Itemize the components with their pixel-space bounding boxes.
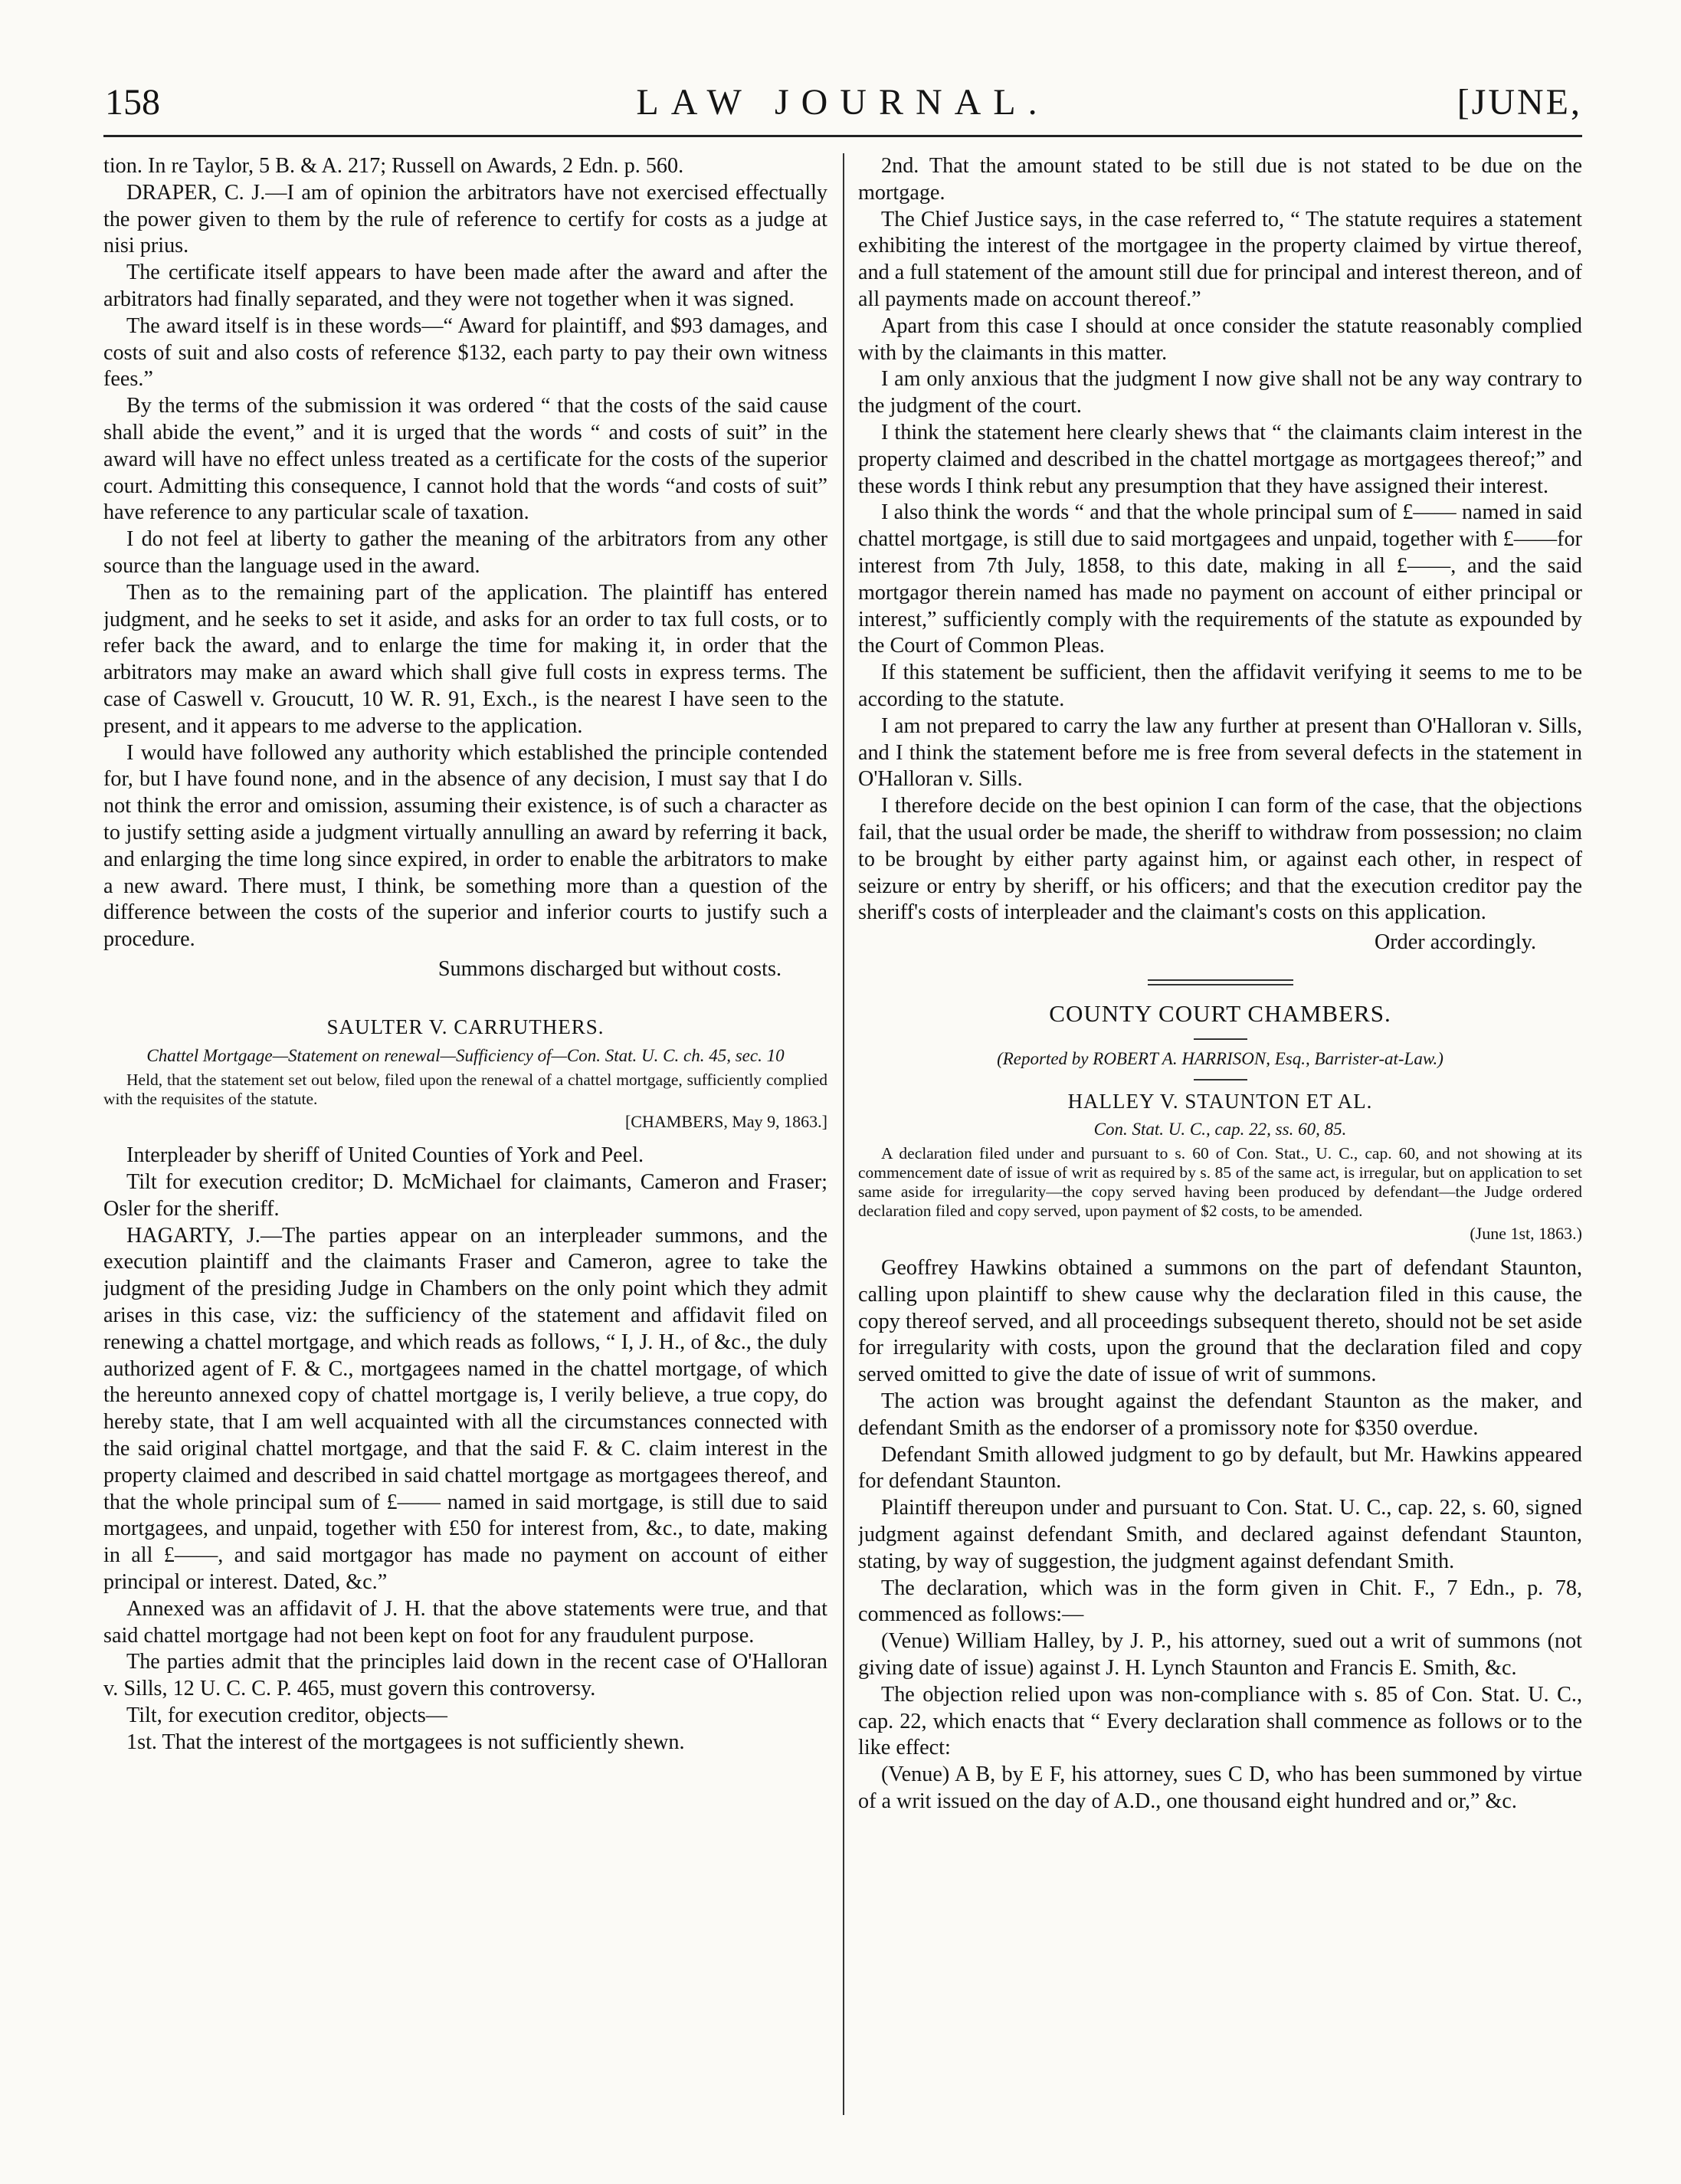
paragraph: I would have followed any authority which established the principle contended for, but I have found none, and in the absence of any decision, I must say that I do not think the error and omission, assuming their existence, is of such a character as to justify setting aside a judgment virtually annulling an award by referring it back, and enlarging the time long since expired, in order to enable the arbitrators to make a new award. There must, I think, be something more than a question of the difference between the costs of the superior and inferior courts to justify such a procedure. <box>103 740 827 952</box>
page-header <box>103 74 1582 136</box>
paragraph: Tilt, for execution creditor, objects— <box>126 1704 447 1728</box>
paragraph: The certificate itself appears to have been made after the award and after the arbitrators had finally separated, and they were not together when it was signed. <box>103 261 827 311</box>
paragraph: (Venue) William Halley, by J. P., his attorney, sued out a writ of summons (not giving date of issue) against J. H. Lynch Staunton and Francis E. Smith, &c. <box>858 1629 1582 1681</box>
paragraph: I therefore decide on the best opinion I can form of the case, that the objections fail, that the usual order be made, the sheriff to withdraw from possession; no claim to be brought by either party against him, or against each other, in respect of seizure or entry by sheriff, or his officers; and that the execution creditor pay the sheriff's costs of interpleader and the claimant's costs on this application. <box>858 794 1582 925</box>
ruling-line: Order accordingly. <box>1374 930 1536 955</box>
headnote: A declaration filed under and pursuant to s. 60 of Con. Stat., U. C., cap. 60, and not showing at its commencement date of issue of writ as required by s. 85 of the same act, is irregular, but on application to set same aside for irregularity—the copy served having been produced by defendant—the Judge ordered declaration filed and copy served, upon payment of $2 costs, to be amended. <box>858 1144 1582 1221</box>
paragraph: (Venue) A B, by E F, his attorney, sues C D, who has been summoned by virtue of a writ issued on the day of A.D., one thousand eight hundred and or,” &c. <box>858 1763 1582 1814</box>
right-column <box>858 153 1582 2115</box>
text-columns <box>103 153 1582 2143</box>
paragraph: I think the statement here clearly shews that “ the claimants claim interest in the property claimed and described in the chattel mortgage as mortgagees thereof;” and these words I think rebut any presumption that they have assigned their interest. <box>858 420 1582 498</box>
case-title: SAULTER V. CARRUTHERS. <box>326 1015 605 1038</box>
page-number: 158 <box>105 82 160 123</box>
paragraph: If this statement be sufficient, then the affidavit verifying it seems to me to be according to the statute. <box>858 661 1582 711</box>
short-rule <box>1194 1038 1247 1040</box>
paragraph: DRAPER, C. J.—I am of opinion the arbitrators have not exercised effectually the power given to them by the rule of reference to certify for costs as a judge at nisi prius. <box>103 180 827 258</box>
paragraph: I am only anxious that the judgment I now give shall not be any way contrary to the judgment of the court. <box>858 367 1582 418</box>
paragraph: Then as to the remaining part of the application. The plaintiff has entered judgment, and he seeks to set it aside, and asks for an order to tax full costs, or to refer back the award, and to enlarge the time for making it, in order that the arbitrators may make an award which shall give full costs in express terms. The case of Caswell v. Groucutt, 10 W. R. 91, Exch., is the nearest I have seen to the present, and it appears to me adverse to the application. <box>103 580 827 738</box>
paragraph: Apart from this case I should at once consider the statute reasonably complied with by the claimants in this matter. <box>858 313 1582 365</box>
paragraph: Tilt for execution creditor; D. McMichael for claimants, Cameron and Fraser; Osler for the sheriff. <box>103 1170 827 1221</box>
ruling-line: Summons discharged but without costs. <box>437 956 782 981</box>
reporter-line: (Reported by ROBERT A. HARRISON, Esq., Barrister-at-Law.) <box>997 1048 1443 1068</box>
left-column <box>103 153 827 2115</box>
paragraph: 1st. That the interest of the mortgagees is not sufficiently shewn. <box>126 1730 685 1754</box>
paragraph: Defendant Smith allowed judgment to go by default, but Mr. Hawkins appeared for defendant Staunton. <box>858 1442 1582 1494</box>
short-rule <box>1194 1079 1247 1081</box>
paragraph: The parties admit that the principles laid down in the recent case of O'Halloran v. Sills, 12 U. C. C. P. 465, must govern this controversy. <box>103 1650 827 1701</box>
journal-title: LAW JOURNAL. <box>636 82 1050 123</box>
paragraph: By the terms of the submission it was ordered “ that the costs of the said cause shall abide the event,” and it is urged that the words “ and costs of suit” in the award will have no effect unless treated as a certificate for the costs of the superior court. Admitting this consequence, I cannot hold that the words “and costs of suit” have reference to any particular scale of taxation. <box>103 394 827 525</box>
paragraph: HAGARTY, J.—The parties appear on an interpleader summons, and the execution plaintiff and the claimants Fraser and Cameron, agree to take the judgment of the presiding Judge in Chambers on the only point which they admit arises in this case, viz: the sufficiency of the statement and affidavit filed on renewing a chattel mortgage, and which reads as follows, “ I, J. H., of &c., the duly authorized agent of F. & C., mortgagees named in the chattel mortgage, of which the hereunto annexed copy of chattel mortgage is, I verily believe, a true copy, do hereby state, that I am well acquainted with all the circumstances connected with the said original chattel mortgage, and that the said F. & C. claim interest in the property claimed and described in said chattel mortgage as mortgagees thereof, and that the whole principal sum of £—— named in said mortgage, is still due to said mortgagees, and unpaid, together with £50 for interest from, &c., to date, making in all £——, and said mortgagor has made no payment on account of either principal or interest. Dated, &c.” <box>103 1223 827 1595</box>
case-title: HALLEY V. STAUNTON ET AL. <box>1067 1089 1373 1113</box>
journal-page <box>103 74 1582 2143</box>
paragraph: Annexed was an affidavit of J. H. that the above statements were true, and that said chattel mortgage had not been kept on foot for any fraudulent purpose. <box>103 1596 827 1648</box>
column-divider <box>843 153 844 2115</box>
paragraph: The Chief Justice says, in the case referred to, “ The statute requires a statement exhibiting the interest of the mortgagee in the property claimed by virtue thereof, and a full statement of the amount still due for principal and interest thereon, and of all payments made on account thereof.” <box>858 207 1582 311</box>
paragraph: I also think the words “ and that the whole principal sum of £—— named in said chattel mortgage, is still due to said mortgagees and unpaid, together with £——for interest from 7th July, 1858, to this date, making in all £——, and the said mortgagor therein named has made no payment on account of either principal or interest,” sufficiently comply with the requirements of the statute as expounded by the Court of Common Pleas. <box>858 500 1582 658</box>
paragraph: Interpleader by sheriff of United Counties of York and Peel. <box>126 1143 644 1168</box>
paragraph: Plaintiff thereupon under and pursuant to Con. Stat. U. C., cap. 22, s. 60, signed judgment against defendant Smith, and declared against defendant Staunton, stating, by way of suggestion, the judgment against defendant Smith. <box>858 1496 1582 1573</box>
section-title: COUNTY COURT CHAMBERS. <box>1049 999 1391 1027</box>
paragraph: tion. In re Taylor, 5 B. & A. 217; Russell on Awards, 2 Edn. p. 560. <box>103 154 684 178</box>
case-subtitle: Chattel Mortgage—Statement on renewal—Sufficiency of—Con. Stat. U. C. ch. 45, sec. 10 <box>146 1045 785 1065</box>
header-rule <box>103 135 1582 137</box>
paragraph: The declaration, which was in the form given in Chit. F., 7 Edn., p. 78, commenced as follows:— <box>858 1576 1582 1627</box>
headnote: Held, that the statement set out below, filed upon the renewal of a chattel mortgage, sufficiently complied with the requisites of the statute. <box>103 1070 827 1108</box>
paragraph: The action was brought against the defendant Staunton as the maker, and defendant Smith as the endorser of a promissory note for $350 overdue. <box>858 1389 1582 1440</box>
paragraph: 2nd. That the amount stated to be still due is not stated to be due on the mortgage. <box>858 154 1582 205</box>
issue-month: [JUNE, <box>1457 82 1582 123</box>
case-date: (June 1st, 1863.) <box>1470 1224 1582 1244</box>
paragraph: The objection relied upon was non-compliance with s. 85 of Con. Stat. U. C., cap. 22, which enacts that “ Every declaration shall commence as follows or to the like effect: <box>858 1682 1582 1760</box>
case-subtitle: Con. Stat. U. C., cap. 22, ss. 60, 85. <box>1093 1120 1347 1140</box>
paragraph: I am not prepared to carry the law any further at present than O'Halloran v. Sills, and I think the statement before me is free from several defects in the statement in O'Halloran v. Sills. <box>858 713 1582 792</box>
section-divider <box>1148 979 1293 985</box>
case-date: [CHAMBERS, May 9, 1863.] <box>624 1111 827 1131</box>
paragraph: I do not feel at liberty to gather the meaning of the arbitrators from any other source than the language used in the award. <box>103 527 827 578</box>
paragraph: Geoffrey Hawkins obtained a summons on the part of defendant Staunton, calling upon plaintiff to shew cause why the declaration filed in this cause, the copy thereof served, and all proceedings subsequent thereto, should not be set aside for irregularity with costs, upon the ground that the declaration filed and copy served omitted to give the date of issue of writ of summons. <box>858 1256 1582 1387</box>
paragraph: The award itself is in these words—“ Award for plaintiff, and $93 damages, and costs of suit and also costs of reference $132, each party to pay their own witness fees.” <box>103 313 827 392</box>
